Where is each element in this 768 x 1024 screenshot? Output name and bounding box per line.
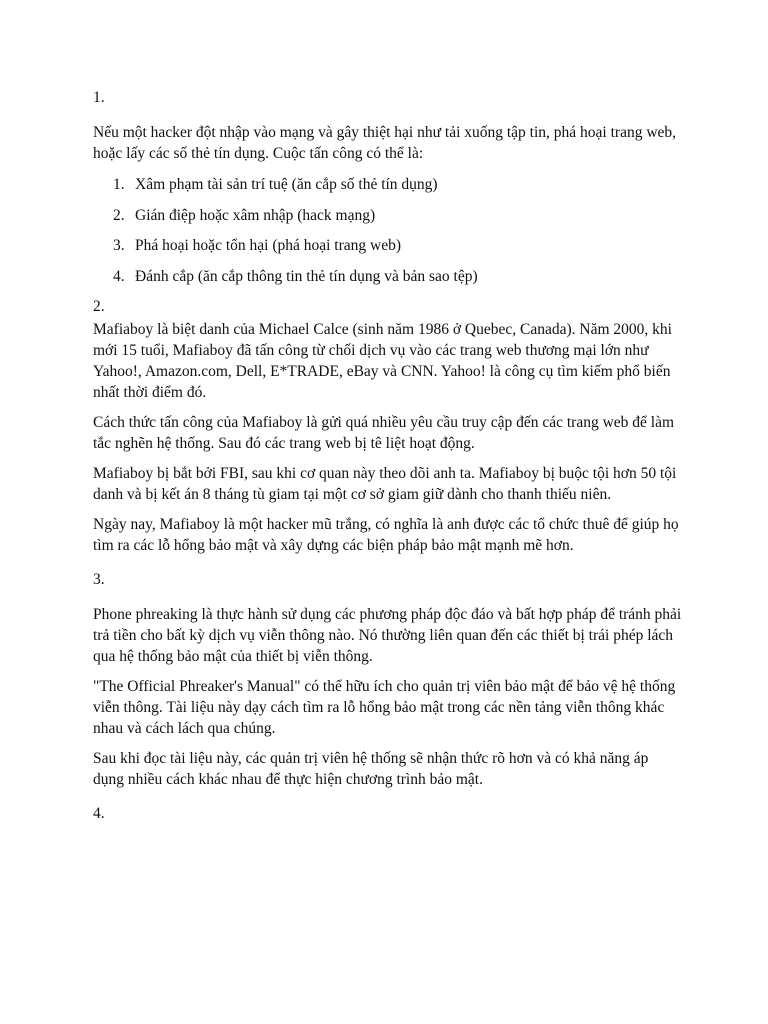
attack-type-list [93,174,683,287]
list-item [113,205,683,226]
section-2-paragraph: Mafiaboy là biệt danh của Michael Calce (sinh năm 1986 ở Quebec, Canada). Năm 2000, khi mới 15 tuổi, Mafiaboy đã tấn công từ chối dịch vụ vào các trang web thương mại lớn như Yahoo!, Amazon.com, Dell, E*TRADE, eBay và CNN. Yahoo! là công cụ tìm kiếm phổ biến nhất thời điểm đó. [93,321,672,402]
section-2-paragraph: Mafiaboy bị bắt bởi FBI, sau khi cơ quan này theo dõi anh ta. Mafiaboy bị buộc tội hơn 50 tội danh và bị kết án 8 tháng tù giam tại một cơ sở giam giữ dành cho thanh thiếu niên. [93,465,677,504]
list-item-text: Phá hoại hoặc tổn hại (phá hoại trang web) [135,237,401,255]
list-item-text: Đánh cắp (ăn cắp thông tin thẻ tín dụng và bản sao tệp) [135,267,478,285]
list-item-marker: 2. [113,206,125,224]
list-item-marker: 4. [113,267,125,285]
section-3-paragraph: Sau khi đọc tài liệu này, các quản trị viên hệ thống sẽ nhận thức rõ hơn và có khả năng áp dụng nhiều cách khác nhau để thực hiện chương trình bảo mật. [93,750,649,789]
section-2-paragraph: Cách thức tấn công của Mafiaboy là gửi quá nhiều yêu cầu truy cập đến các trang web để làm tắc nghẽn hệ thống. Sau đó các trang web bị tê liệt hoạt động. [93,414,675,453]
section-number-1: 1. [93,89,105,106]
list-item-marker: 3. [113,237,125,255]
section-2-paragraph: Ngày nay, Mafiaboy là một hacker mũ trắng, có nghĩa là anh được các tổ chức thuê để giúp họ tìm ra các lỗ hổng bảo mật và xây dựng các biện pháp bảo mật mạnh mẽ hơn. [93,516,679,555]
list-item [113,174,683,195]
list-item-text: Xâm phạm tài sản trí tuệ (ăn cắp số thẻ tín dụng) [135,176,438,193]
list-item-marker: 1. [113,176,125,193]
section-3-paragraph: "The Official Phreaker's Manual" có thể hữu ích cho quản trị viên bảo mật để bảo vệ hệ thống viễn thông. Tài liệu này dạy cách tìm ra lỗ hổng bảo mật trong các nền tảng viễn thông khác nhau và cách lách qua chúng. [93,678,676,738]
list-item [113,266,683,287]
document-page [93,87,683,838]
section-number-3: 3. [93,571,105,589]
section-1-intro: Nếu một hacker đột nhập vào mạng và gây thiệt hại như tải xuống tập tin, phá hoại trang web, hoặc lấy các số thẻ tín dụng. Cuộc tấn công có thể là: [93,124,677,162]
list-item [113,235,683,256]
section-3-paragraph: Phone phreaking là thực hành sử dụng các phương pháp độc đáo và bất hợp pháp để tránh phải trả tiền cho bất kỳ dịch vụ viễn thông nào. Nó thường liên quan đến các thiết bị trái phép lách qua hệ thống bảo mật của thiết bị viễn thông. [93,606,682,666]
section-number-2: 2. [93,298,105,316]
section-number-4: 4. [93,805,105,823]
list-item-text: Gián điệp hoặc xâm nhập (hack mạng) [135,206,376,224]
